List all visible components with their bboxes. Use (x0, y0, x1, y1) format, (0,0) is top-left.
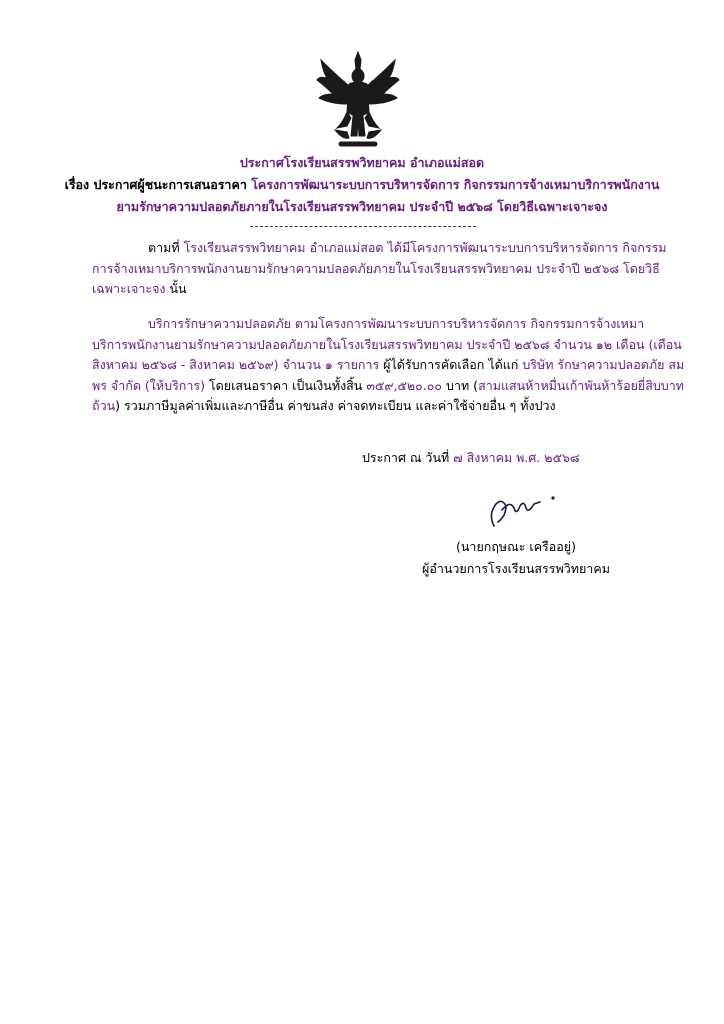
paragraph-1 (92, 238, 667, 300)
garuda-emblem-icon (313, 50, 403, 150)
subject-label: เรื่อง ประกาศผู้ชนะการเสนอราคา (64, 177, 247, 192)
p2-company-b: พร จำกัด (ให้บริการ) (92, 377, 205, 393)
subject-text-1: โครงการพัฒนาระบบการบริหารจัดการ กิจกรรมการจ้างเหมาบริการพนักงาน (251, 177, 660, 192)
signatory-name: (นายกฤษณะ เครืออยู่) (456, 539, 576, 554)
paragraph-2-line-4 (92, 376, 684, 397)
announcement-date (362, 448, 580, 468)
p2-amount: ๓๕๙,๕๒๐.๐๐ (366, 377, 443, 393)
p2-period: สิงหาคม ๒๕๖๘ - สิงหาคม ๒๕๖๙) จำนวน ๑ รายการ (92, 357, 380, 372)
paragraph-1-line-3 (92, 279, 652, 300)
p2-company-a: บริษัท รักษาความปลอดภัย สม (522, 357, 685, 372)
p2-words-end: ถ้วน (92, 398, 116, 413)
subject-line-1 (0, 176, 724, 194)
subject-line-2: ยามรักษาความปลอดภัยภายในโรงเรียนสรรพวิทยาคม ประจำปี ๒๕๖๘ โดยวิธีเฉพาะเจาะจง (116, 199, 608, 214)
date-label: ประกาศ ณ วันที่ (362, 450, 454, 465)
paragraph-1-line-1 (92, 238, 667, 259)
p2-amount-words: สามแสนห้าหมื่นเก้าพันห้าร้อยยี่สิบบาท (478, 377, 684, 393)
p2-offer: โดยเสนอราคา เป็นเงินทั้งสิ้น (204, 377, 367, 393)
title-prefix: ประกาศ (239, 155, 284, 170)
p2-baht: บาท ( (442, 377, 479, 393)
p2-inclusive: ) รวมภาษีมูลค่าเพิ่มและภาษีอื่น ค่าขนส่ง ค่าจดทะเบียน และค่าใช้จ่ายอื่น ๆ ทั้งปวง (115, 398, 556, 413)
paragraph-2-line-5 (92, 396, 652, 417)
p1-school: โรงเรียนสรรพวิทยาคม อำเภอแม่สอด (183, 240, 384, 255)
date-value: ๗ สิงหาคม พ.ศ. ๒๕๖๘ (453, 450, 580, 465)
p1-method: เฉพาะเจาะจง (92, 281, 166, 296)
p2-selected: ผู้ได้รับการคัดเลือก ได้แก่ (379, 357, 523, 372)
divider (250, 226, 476, 227)
p1-intro: ตามที่ (148, 240, 184, 255)
announcement-title (0, 154, 724, 172)
paragraph-2-line-3 (92, 355, 685, 376)
signatory-position: ผู้อำนวยการโรงเรียนสรรพวิทยาคม (422, 561, 610, 576)
title-school: โรงเรียนสรรพวิทยาคม อำเภอแม่สอด (283, 155, 485, 170)
paragraph-2-line-2: บริการพนักงานยามรักษาความปลอดภัยภายในโรงเรียนสรรพวิทยาคม ประจำปี ๒๕๖๘ จำนวน ๑๒ เดือน (เดือน (92, 336, 682, 352)
paragraph-2 (92, 314, 685, 417)
signature-image (480, 486, 570, 534)
paragraph-2-line-1: บริการรักษาความปลอดภัย ตามโครงการพัฒนาระบบการบริหารจัดการ กิจกรรมการจ้างเหมา (148, 316, 645, 331)
paragraph-1-line-2: การจ้างเหมาบริการพนักงานยามรักษาความปลอดภัยภายในโรงเรียนสรรพวิทยาคม ประจำปี ๒๕๖๘ โดยวิธี (92, 260, 660, 276)
p1-end: นั้น (165, 281, 187, 296)
p1-project: ได้มีโครงการพัฒนาระบบการบริหารจัดการ กิจกรรม (383, 240, 667, 255)
